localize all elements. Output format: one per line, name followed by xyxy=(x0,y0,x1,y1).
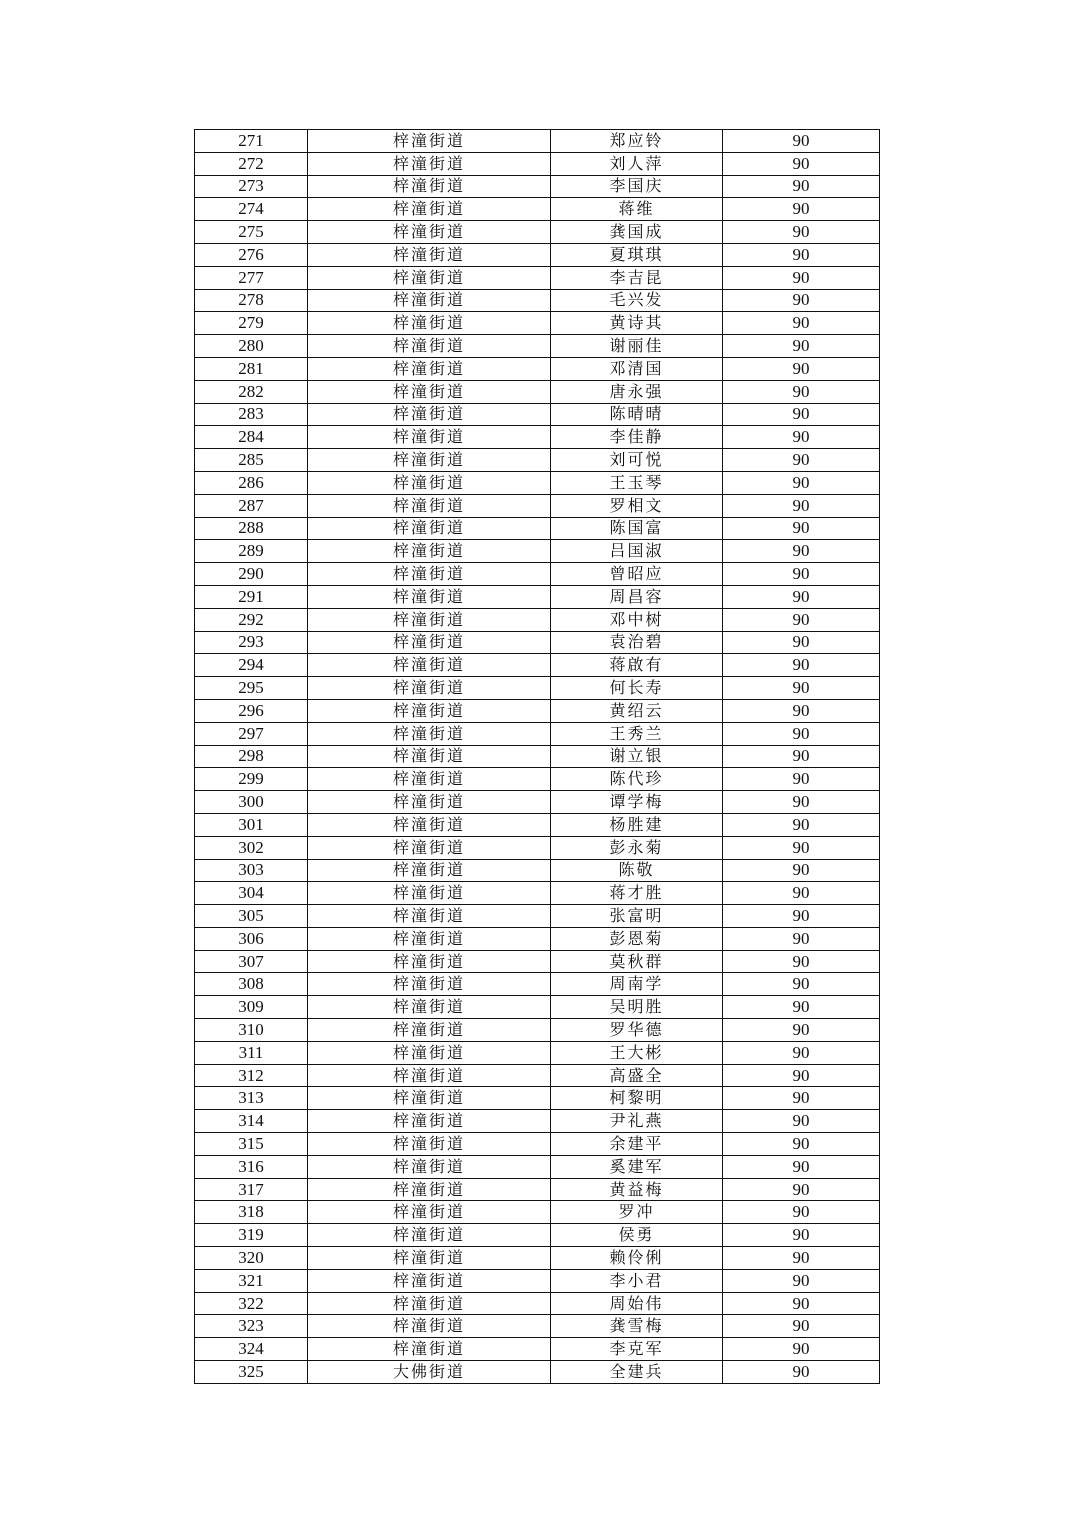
row-number-cell: 282 xyxy=(195,380,308,403)
street-cell: 梓潼街道 xyxy=(308,1110,551,1133)
person-name-cell: 蒋才胜 xyxy=(551,882,723,905)
street-cell: 梓潼街道 xyxy=(308,677,551,700)
person-name-cell: 龚雪梅 xyxy=(551,1315,723,1338)
score-cell: 90 xyxy=(723,198,880,221)
row-number-cell: 274 xyxy=(195,198,308,221)
table-row xyxy=(195,677,880,700)
table-row xyxy=(195,1133,880,1156)
table-row xyxy=(195,357,880,380)
table-row xyxy=(195,540,880,563)
row-number-cell: 280 xyxy=(195,335,308,358)
score-cell: 90 xyxy=(723,1247,880,1270)
table-row xyxy=(195,266,880,289)
street-cell: 梓潼街道 xyxy=(308,175,551,198)
row-number-cell: 300 xyxy=(195,791,308,814)
score-cell: 90 xyxy=(723,608,880,631)
row-number-cell: 297 xyxy=(195,722,308,745)
person-name-cell: 彭永菊 xyxy=(551,836,723,859)
row-number-cell: 287 xyxy=(195,494,308,517)
table-row xyxy=(195,471,880,494)
person-name-cell: 刘人萍 xyxy=(551,152,723,175)
row-number-cell: 294 xyxy=(195,654,308,677)
table-row xyxy=(195,1201,880,1224)
street-cell: 梓潼街道 xyxy=(308,996,551,1019)
score-cell: 90 xyxy=(723,175,880,198)
person-name-cell: 谢立银 xyxy=(551,745,723,768)
table-row xyxy=(195,1041,880,1064)
row-number-cell: 285 xyxy=(195,449,308,472)
row-number-cell: 272 xyxy=(195,152,308,175)
person-name-cell: 周南学 xyxy=(551,973,723,996)
score-cell: 90 xyxy=(723,335,880,358)
row-number-cell: 303 xyxy=(195,859,308,882)
table-row xyxy=(195,1064,880,1087)
street-cell: 梓潼街道 xyxy=(308,221,551,244)
score-cell: 90 xyxy=(723,1041,880,1064)
score-cell: 90 xyxy=(723,1064,880,1087)
table-row xyxy=(195,722,880,745)
row-number-cell: 299 xyxy=(195,768,308,791)
score-cell: 90 xyxy=(723,1178,880,1201)
table-row xyxy=(195,130,880,153)
row-number-cell: 284 xyxy=(195,426,308,449)
score-cell: 90 xyxy=(723,677,880,700)
street-cell: 梓潼街道 xyxy=(308,836,551,859)
score-cell: 90 xyxy=(723,768,880,791)
table-row xyxy=(195,1110,880,1133)
row-number-cell: 304 xyxy=(195,882,308,905)
street-cell: 梓潼街道 xyxy=(308,608,551,631)
street-cell: 梓潼街道 xyxy=(308,494,551,517)
person-name-cell: 李小君 xyxy=(551,1269,723,1292)
roster-table xyxy=(194,129,880,1384)
person-name-cell: 周始伟 xyxy=(551,1292,723,1315)
row-number-cell: 314 xyxy=(195,1110,308,1133)
score-cell: 90 xyxy=(723,859,880,882)
person-name-cell: 吕国淑 xyxy=(551,540,723,563)
person-name-cell: 尹礼燕 xyxy=(551,1110,723,1133)
score-cell: 90 xyxy=(723,243,880,266)
score-cell: 90 xyxy=(723,357,880,380)
score-cell: 90 xyxy=(723,1155,880,1178)
row-number-cell: 301 xyxy=(195,813,308,836)
person-name-cell: 夏琪琪 xyxy=(551,243,723,266)
table-row xyxy=(195,1019,880,1042)
person-name-cell: 杨胜建 xyxy=(551,813,723,836)
row-number-cell: 321 xyxy=(195,1269,308,1292)
score-cell: 90 xyxy=(723,152,880,175)
person-name-cell: 赖伶俐 xyxy=(551,1247,723,1270)
street-cell: 梓潼街道 xyxy=(308,631,551,654)
row-number-cell: 323 xyxy=(195,1315,308,1338)
row-number-cell: 310 xyxy=(195,1019,308,1042)
score-cell: 90 xyxy=(723,1269,880,1292)
person-name-cell: 曾昭应 xyxy=(551,563,723,586)
person-name-cell: 蒋啟有 xyxy=(551,654,723,677)
street-cell: 梓潼街道 xyxy=(308,722,551,745)
table-row xyxy=(195,1269,880,1292)
row-number-cell: 276 xyxy=(195,243,308,266)
table-row xyxy=(195,494,880,517)
street-cell: 梓潼街道 xyxy=(308,130,551,153)
street-cell: 梓潼街道 xyxy=(308,403,551,426)
table-row xyxy=(195,1224,880,1247)
table-row xyxy=(195,517,880,540)
score-cell: 90 xyxy=(723,791,880,814)
row-number-cell: 295 xyxy=(195,677,308,700)
person-name-cell: 周昌容 xyxy=(551,585,723,608)
row-number-cell: 319 xyxy=(195,1224,308,1247)
score-cell: 90 xyxy=(723,266,880,289)
street-cell: 梓潼街道 xyxy=(308,768,551,791)
street-cell: 梓潼街道 xyxy=(308,1041,551,1064)
row-number-cell: 298 xyxy=(195,745,308,768)
street-cell: 梓潼街道 xyxy=(308,266,551,289)
person-name-cell: 黄诗其 xyxy=(551,312,723,335)
table-row xyxy=(195,699,880,722)
table-row xyxy=(195,813,880,836)
table-row xyxy=(195,563,880,586)
score-cell: 90 xyxy=(723,403,880,426)
person-name-cell: 陈敬 xyxy=(551,859,723,882)
person-name-cell: 毛兴发 xyxy=(551,289,723,312)
person-name-cell: 侯勇 xyxy=(551,1224,723,1247)
street-cell: 梓潼街道 xyxy=(308,859,551,882)
person-name-cell: 高盛全 xyxy=(551,1064,723,1087)
table-row xyxy=(195,1178,880,1201)
row-number-cell: 302 xyxy=(195,836,308,859)
score-cell: 90 xyxy=(723,1224,880,1247)
person-name-cell: 唐永强 xyxy=(551,380,723,403)
street-cell: 梓潼街道 xyxy=(308,882,551,905)
person-name-cell: 陈晴晴 xyxy=(551,403,723,426)
score-cell: 90 xyxy=(723,380,880,403)
row-number-cell: 320 xyxy=(195,1247,308,1270)
score-cell: 90 xyxy=(723,973,880,996)
person-name-cell: 柯黎明 xyxy=(551,1087,723,1110)
row-number-cell: 307 xyxy=(195,950,308,973)
table-row xyxy=(195,312,880,335)
street-cell: 梓潼街道 xyxy=(308,927,551,950)
row-number-cell: 325 xyxy=(195,1361,308,1384)
table-row xyxy=(195,631,880,654)
street-cell: 梓潼街道 xyxy=(308,312,551,335)
score-cell: 90 xyxy=(723,312,880,335)
score-cell: 90 xyxy=(723,517,880,540)
score-cell: 90 xyxy=(723,426,880,449)
row-number-cell: 293 xyxy=(195,631,308,654)
street-cell: 梓潼街道 xyxy=(308,1338,551,1361)
person-name-cell: 罗相文 xyxy=(551,494,723,517)
street-cell: 梓潼街道 xyxy=(308,950,551,973)
score-cell: 90 xyxy=(723,1019,880,1042)
table-row xyxy=(195,836,880,859)
street-cell: 梓潼街道 xyxy=(308,1224,551,1247)
table-row xyxy=(195,973,880,996)
row-number-cell: 313 xyxy=(195,1087,308,1110)
score-cell: 90 xyxy=(723,1292,880,1315)
score-cell: 90 xyxy=(723,494,880,517)
street-cell: 梓潼街道 xyxy=(308,1247,551,1270)
table-row xyxy=(195,289,880,312)
score-cell: 90 xyxy=(723,540,880,563)
street-cell: 梓潼街道 xyxy=(308,813,551,836)
score-cell: 90 xyxy=(723,1338,880,1361)
row-number-cell: 311 xyxy=(195,1041,308,1064)
score-cell: 90 xyxy=(723,927,880,950)
row-number-cell: 296 xyxy=(195,699,308,722)
street-cell: 梓潼街道 xyxy=(308,745,551,768)
street-cell: 梓潼街道 xyxy=(308,1201,551,1224)
score-cell: 90 xyxy=(723,1201,880,1224)
row-number-cell: 292 xyxy=(195,608,308,631)
table-row xyxy=(195,1315,880,1338)
score-cell: 90 xyxy=(723,745,880,768)
table-row xyxy=(195,449,880,472)
score-cell: 90 xyxy=(723,563,880,586)
street-cell: 梓潼街道 xyxy=(308,426,551,449)
row-number-cell: 273 xyxy=(195,175,308,198)
table-row xyxy=(195,1361,880,1384)
score-cell: 90 xyxy=(723,722,880,745)
table-row xyxy=(195,859,880,882)
person-name-cell: 邓中树 xyxy=(551,608,723,631)
street-cell: 梓潼街道 xyxy=(308,1133,551,1156)
row-number-cell: 283 xyxy=(195,403,308,426)
table-row xyxy=(195,927,880,950)
street-cell: 梓潼街道 xyxy=(308,152,551,175)
score-cell: 90 xyxy=(723,1315,880,1338)
person-name-cell: 王大彬 xyxy=(551,1041,723,1064)
street-cell: 梓潼街道 xyxy=(308,243,551,266)
row-number-cell: 286 xyxy=(195,471,308,494)
row-number-cell: 316 xyxy=(195,1155,308,1178)
row-number-cell: 281 xyxy=(195,357,308,380)
score-cell: 90 xyxy=(723,585,880,608)
street-cell: 梓潼街道 xyxy=(308,973,551,996)
person-name-cell: 何长寿 xyxy=(551,677,723,700)
table-row xyxy=(195,1292,880,1315)
street-cell: 梓潼街道 xyxy=(308,1178,551,1201)
person-name-cell: 李克军 xyxy=(551,1338,723,1361)
street-cell: 梓潼街道 xyxy=(308,357,551,380)
table-row xyxy=(195,335,880,358)
row-number-cell: 315 xyxy=(195,1133,308,1156)
row-number-cell: 278 xyxy=(195,289,308,312)
person-name-cell: 吴明胜 xyxy=(551,996,723,1019)
person-name-cell: 黄益梅 xyxy=(551,1178,723,1201)
person-name-cell: 陈代珍 xyxy=(551,768,723,791)
score-cell: 90 xyxy=(723,1361,880,1384)
row-number-cell: 279 xyxy=(195,312,308,335)
row-number-cell: 309 xyxy=(195,996,308,1019)
table-row xyxy=(195,882,880,905)
person-name-cell: 陈国富 xyxy=(551,517,723,540)
table-row xyxy=(195,950,880,973)
person-name-cell: 李吉昆 xyxy=(551,266,723,289)
street-cell: 梓潼街道 xyxy=(308,1315,551,1338)
score-cell: 90 xyxy=(723,905,880,928)
street-cell: 梓潼街道 xyxy=(308,380,551,403)
street-cell: 梓潼街道 xyxy=(308,289,551,312)
table-row xyxy=(195,152,880,175)
street-cell: 梓潼街道 xyxy=(308,585,551,608)
table-row xyxy=(195,1155,880,1178)
street-cell: 梓潼街道 xyxy=(308,335,551,358)
person-name-cell: 王秀兰 xyxy=(551,722,723,745)
table-row xyxy=(195,243,880,266)
street-cell: 梓潼街道 xyxy=(308,540,551,563)
table-row xyxy=(195,1087,880,1110)
table-row xyxy=(195,380,880,403)
score-cell: 90 xyxy=(723,950,880,973)
person-name-cell: 谢丽佳 xyxy=(551,335,723,358)
table-row xyxy=(195,1338,880,1361)
street-cell: 梓潼街道 xyxy=(308,517,551,540)
table-row xyxy=(195,791,880,814)
person-name-cell: 刘可悦 xyxy=(551,449,723,472)
score-cell: 90 xyxy=(723,130,880,153)
person-name-cell: 龚国成 xyxy=(551,221,723,244)
score-cell: 90 xyxy=(723,813,880,836)
street-cell: 梓潼街道 xyxy=(308,1087,551,1110)
row-number-cell: 275 xyxy=(195,221,308,244)
person-name-cell: 李国庆 xyxy=(551,175,723,198)
row-number-cell: 318 xyxy=(195,1201,308,1224)
row-number-cell: 306 xyxy=(195,927,308,950)
table-row xyxy=(195,654,880,677)
row-number-cell: 308 xyxy=(195,973,308,996)
person-name-cell: 罗华德 xyxy=(551,1019,723,1042)
street-cell: 梓潼街道 xyxy=(308,1155,551,1178)
person-name-cell: 郑应铃 xyxy=(551,130,723,153)
street-cell: 梓潼街道 xyxy=(308,791,551,814)
street-cell: 梓潼街道 xyxy=(308,471,551,494)
person-name-cell: 罗冲 xyxy=(551,1201,723,1224)
person-name-cell: 黄绍云 xyxy=(551,699,723,722)
table-row xyxy=(195,768,880,791)
table-row xyxy=(195,585,880,608)
score-cell: 90 xyxy=(723,221,880,244)
score-cell: 90 xyxy=(723,654,880,677)
score-cell: 90 xyxy=(723,996,880,1019)
person-name-cell: 张富明 xyxy=(551,905,723,928)
row-number-cell: 324 xyxy=(195,1338,308,1361)
score-cell: 90 xyxy=(723,882,880,905)
row-number-cell: 290 xyxy=(195,563,308,586)
table-row xyxy=(195,221,880,244)
row-number-cell: 317 xyxy=(195,1178,308,1201)
person-name-cell: 谭学梅 xyxy=(551,791,723,814)
street-cell: 梓潼街道 xyxy=(308,1064,551,1087)
table-row xyxy=(195,175,880,198)
row-number-cell: 322 xyxy=(195,1292,308,1315)
table-row xyxy=(195,403,880,426)
street-cell: 梓潼街道 xyxy=(308,1269,551,1292)
street-cell: 梓潼街道 xyxy=(308,449,551,472)
person-name-cell: 蒋维 xyxy=(551,198,723,221)
row-number-cell: 305 xyxy=(195,905,308,928)
table-row xyxy=(195,905,880,928)
person-name-cell: 彭恩菊 xyxy=(551,927,723,950)
person-name-cell: 袁治碧 xyxy=(551,631,723,654)
table-row xyxy=(195,608,880,631)
row-number-cell: 271 xyxy=(195,130,308,153)
street-cell: 梓潼街道 xyxy=(308,699,551,722)
row-number-cell: 277 xyxy=(195,266,308,289)
score-cell: 90 xyxy=(723,1110,880,1133)
table-row xyxy=(195,1247,880,1270)
street-cell: 梓潼街道 xyxy=(308,563,551,586)
score-cell: 90 xyxy=(723,631,880,654)
score-cell: 90 xyxy=(723,836,880,859)
row-number-cell: 312 xyxy=(195,1064,308,1087)
person-name-cell: 邓清国 xyxy=(551,357,723,380)
table-row xyxy=(195,198,880,221)
score-cell: 90 xyxy=(723,1087,880,1110)
row-number-cell: 289 xyxy=(195,540,308,563)
score-cell: 90 xyxy=(723,699,880,722)
street-cell: 梓潼街道 xyxy=(308,1019,551,1042)
score-cell: 90 xyxy=(723,1133,880,1156)
table-row xyxy=(195,745,880,768)
table-row xyxy=(195,426,880,449)
person-name-cell: 李佳静 xyxy=(551,426,723,449)
person-name-cell: 余建平 xyxy=(551,1133,723,1156)
street-cell: 梓潼街道 xyxy=(308,198,551,221)
score-cell: 90 xyxy=(723,289,880,312)
score-cell: 90 xyxy=(723,449,880,472)
score-cell: 90 xyxy=(723,471,880,494)
row-number-cell: 291 xyxy=(195,585,308,608)
table-row xyxy=(195,996,880,1019)
street-cell: 梓潼街道 xyxy=(308,654,551,677)
person-name-cell: 奚建军 xyxy=(551,1155,723,1178)
person-name-cell: 全建兵 xyxy=(551,1361,723,1384)
roster-table-body xyxy=(195,130,880,1384)
person-name-cell: 莫秋群 xyxy=(551,950,723,973)
row-number-cell: 288 xyxy=(195,517,308,540)
street-cell: 大佛街道 xyxy=(308,1361,551,1384)
street-cell: 梓潼街道 xyxy=(308,905,551,928)
street-cell: 梓潼街道 xyxy=(308,1292,551,1315)
person-name-cell: 王玉琴 xyxy=(551,471,723,494)
